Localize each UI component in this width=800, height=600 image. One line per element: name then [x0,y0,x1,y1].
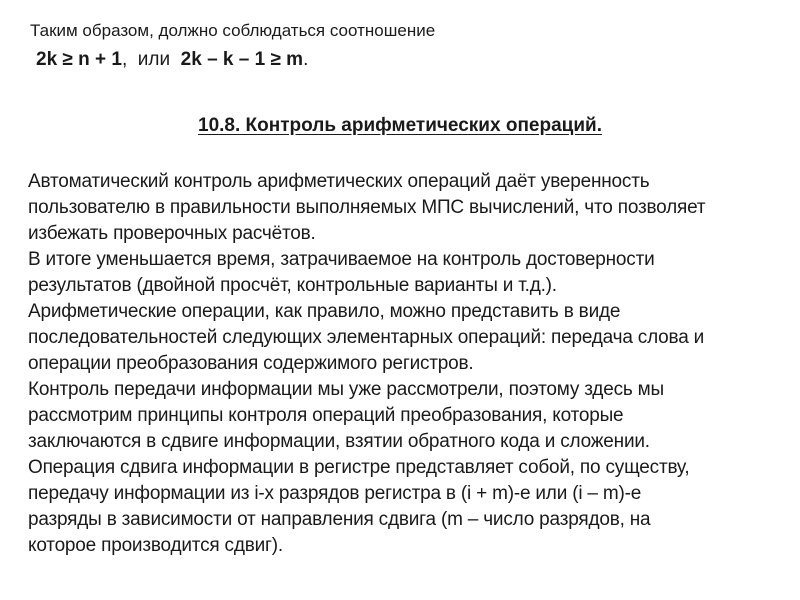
paragraph [28,169,788,247]
body-text [28,169,788,559]
text-line: передачу информации из i-х разрядов регистра в (i + m)-е или (i – m)-е [28,483,642,504]
formula-part-1: 2k ≥ n + 1 [36,49,122,70]
text-line: разряды в зависимости от направления сдвига (m – число разрядов, на [28,509,651,530]
text-line: Контроль передачи информации мы уже рассмотрели, поэтому здесь мы [28,379,664,400]
text-line: которое производится сдвиг). [28,535,283,556]
text-line: Автоматический контроль арифметических операций даёт уверенность [28,171,650,192]
text-line: избежать проверочных расчётов. [28,223,316,244]
text-line: результатов (двойной просчёт, контрольные варианты и т.д.). [28,275,557,296]
text-line: пользователю в правильности выполняемых МПС вычислений, что позволяет [28,197,706,218]
formula [36,49,308,71]
formula-part-2: 2k – k – 1 ≥ m [180,49,304,70]
paragraph [28,247,788,299]
intro-text: Таким образом, должно соблюдаться соотношение [30,21,436,40]
formula-separator: , или [121,49,181,70]
text-line: заключаются в сдвиге информации, взятии обратного кода и сложении. [28,431,650,452]
section-heading: 10.8. Контроль арифметических операций. [198,115,602,136]
formula-period: . [303,49,309,70]
text-line: рассмотрим принципы контроля операций преобразования, которые [28,405,624,426]
text-line: В итоге уменьшается время, затрачиваемое на контроль достоверности [28,249,655,270]
paragraph [28,377,788,455]
text-line: Арифметические операции, как правило, можно представить в виде [28,301,621,322]
text-line: операции преобразования содержимого регистров. [28,353,474,374]
paragraph [28,299,788,377]
paragraph [28,455,788,559]
text-line: последовательностей следующих элементарных операций: передача слова и [28,327,705,348]
text-line: Операция сдвига информации в регистре представляет собой, по существу, [28,457,690,478]
